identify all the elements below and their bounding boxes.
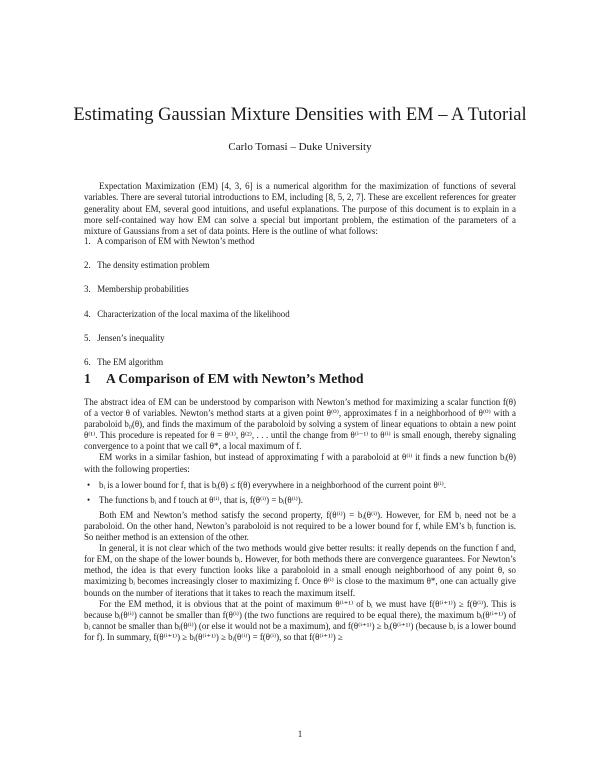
paragraph-convergence: In general, it is not clear which of the two methods would give better results: it really depends on the function f and, for EM, on the shape of the lower bounds bᵢ. However, for both methods there are convergence guarantees. For Newton’s method, the idea is that every function looks like a paraboloid in a small enough neighborhood of any point θ, so maximizing bᵢ becomes increasingly closer to maximizing f. Once θ⁽ⁱ⁾ is close to the maximum θ*, one can actually give bounds on the number of iterations that it takes to reach the maximum itself. xyxy=(84,543,516,598)
intro-paragraph xyxy=(84,181,516,237)
outline-item-label: The density estimation problem xyxy=(97,260,210,271)
list-item xyxy=(84,480,516,491)
property-list xyxy=(84,480,516,506)
property-text: The functions bᵢ and f touch at θ⁽ⁱ⁾, that is, f(θ⁽ⁱ⁾) = bᵢ(θ⁽ⁱ⁾). xyxy=(99,494,303,505)
author-line: Carlo Tomasi – Duke University xyxy=(228,141,372,153)
outline-item-label: The EM algorithm xyxy=(97,356,164,367)
outline-item xyxy=(84,260,290,284)
section-number: 1 xyxy=(84,371,91,386)
outline-item-number: 4. xyxy=(84,308,91,319)
intro-text: Expectation Maximization (EM) [4, 3, 6] is a numerical algorithm for the maximization of functions of several variables. There are several tutorial introductions to EM, including [8, 5, 2, 7]. These are excellent references for greater generality about EM, several good intuitions, and useful explanations. The purpose of this document is to explain in a more self-contained way how EM can solve a special but important problem, the estimation of the parameters of a mixture of Gaussians from a set of data points. Here is the outline of what follows: xyxy=(84,181,516,237)
outline-item-number: 3. xyxy=(84,284,91,295)
paragraph-comparison: Both EM and Newton’s method satisfy the second property, f(θ⁽ⁱ⁾) = bᵢ(θ⁽ⁱ⁾). However, for EM bᵢ need not be a paraboloid. On the other hand, Newton’s paraboloid is not required to be a lower bound for f, while EM’s bᵢ function is. So neither method is an extension of the other. xyxy=(84,509,516,543)
outline-item xyxy=(84,236,290,260)
bullet-icon: • xyxy=(87,494,91,505)
outline-item-number: 6. xyxy=(84,356,91,367)
section-heading xyxy=(84,371,364,387)
page-number: 1 xyxy=(297,729,303,739)
outline-item-number: 2. xyxy=(84,260,91,271)
paragraph-em-method: For the EM method, it is obvious that at the point of maximum θ⁽ⁱ⁺¹⁾ of bᵢ we must have f(θ⁽ⁱ⁺¹⁾) ≥ f(θ⁽ⁱ⁾). This is because bᵢ(θ⁽ⁱ⁾) cannot be smaller than f(θ⁽ⁱ⁾) (the two functions are required to be equal there), the maximum bᵢ(θ⁽ⁱ⁺¹⁾) of bᵢ cannot be smaller than bᵢ(θ⁽ⁱ⁾) (or else it would not be a maximum), and f(θ⁽ⁱ⁺¹⁾) ≥ bᵢ(θ⁽ⁱ⁺¹⁾) (because bᵢ is a lower bound for f). In summary, f(θ⁽ⁱ⁺¹⁾) ≥ bᵢ(θ⁽ⁱ⁺¹⁾) ≥ bᵢ(θ⁽ⁱ⁾) = f(θ⁽ⁱ⁾), so that f(θ⁽ⁱ⁺¹⁾) ≥ xyxy=(84,598,516,642)
section-body xyxy=(84,397,516,643)
outline-item-label: A comparison of EM with Newton’s method xyxy=(96,236,255,246)
outline-item-label: Membership probabilities xyxy=(97,284,189,295)
outline-list xyxy=(84,236,290,381)
paragraph-newton: The abstract idea of EM can be understood by comparison with Newton’s method for maximizing a scalar function f(θ) of a vector θ of variables. Newton’s method starts at a given point θ⁽⁰⁾, approximates f in a neighborhood of θ⁽⁰⁾ with a paraboloid b₀(θ), and finds the maximum of the paraboloid by solving a system of linear equations to obtain a new point θ⁽¹⁾. This procedure is repeated for θ = θ⁽¹⁾, θ⁽²⁾, . . . until the change from θ⁽ⁱ⁻¹⁾ to θ⁽ⁱ⁾ is small enough, thereby signaling convergence to a point that we call θ*, a local maximum of f. xyxy=(84,397,516,452)
section-title: A Comparison of EM with Newton’s Method xyxy=(106,371,364,386)
outline-item-label: Jensen’s inequality xyxy=(97,332,165,343)
outline-item xyxy=(84,284,290,308)
paragraph-em-intro: EM works in a similar fashion, but instead of approximating f with a paraboloid at θ⁽ⁱ⁾ it finds a new function bᵢ(θ) with the following properties: xyxy=(84,452,516,474)
list-item xyxy=(84,495,516,506)
document-title: Estimating Gaussian Mixture Densities with EM – A Tutorial xyxy=(73,105,527,125)
outline-item xyxy=(84,309,290,333)
outline-item-label: Characterization of the local maxima of the likelihood xyxy=(97,308,290,319)
outline-item-number: 1. xyxy=(84,236,91,246)
property-text: bᵢ is a lower bound for f, that is bᵢ(θ) ≤ f(θ) everywhere in a neighborhood of the current point θ⁽ⁱ⁾. xyxy=(99,479,447,490)
outline-item xyxy=(84,333,290,357)
outline-item-number: 5. xyxy=(84,332,91,343)
bullet-icon: • xyxy=(87,479,91,490)
